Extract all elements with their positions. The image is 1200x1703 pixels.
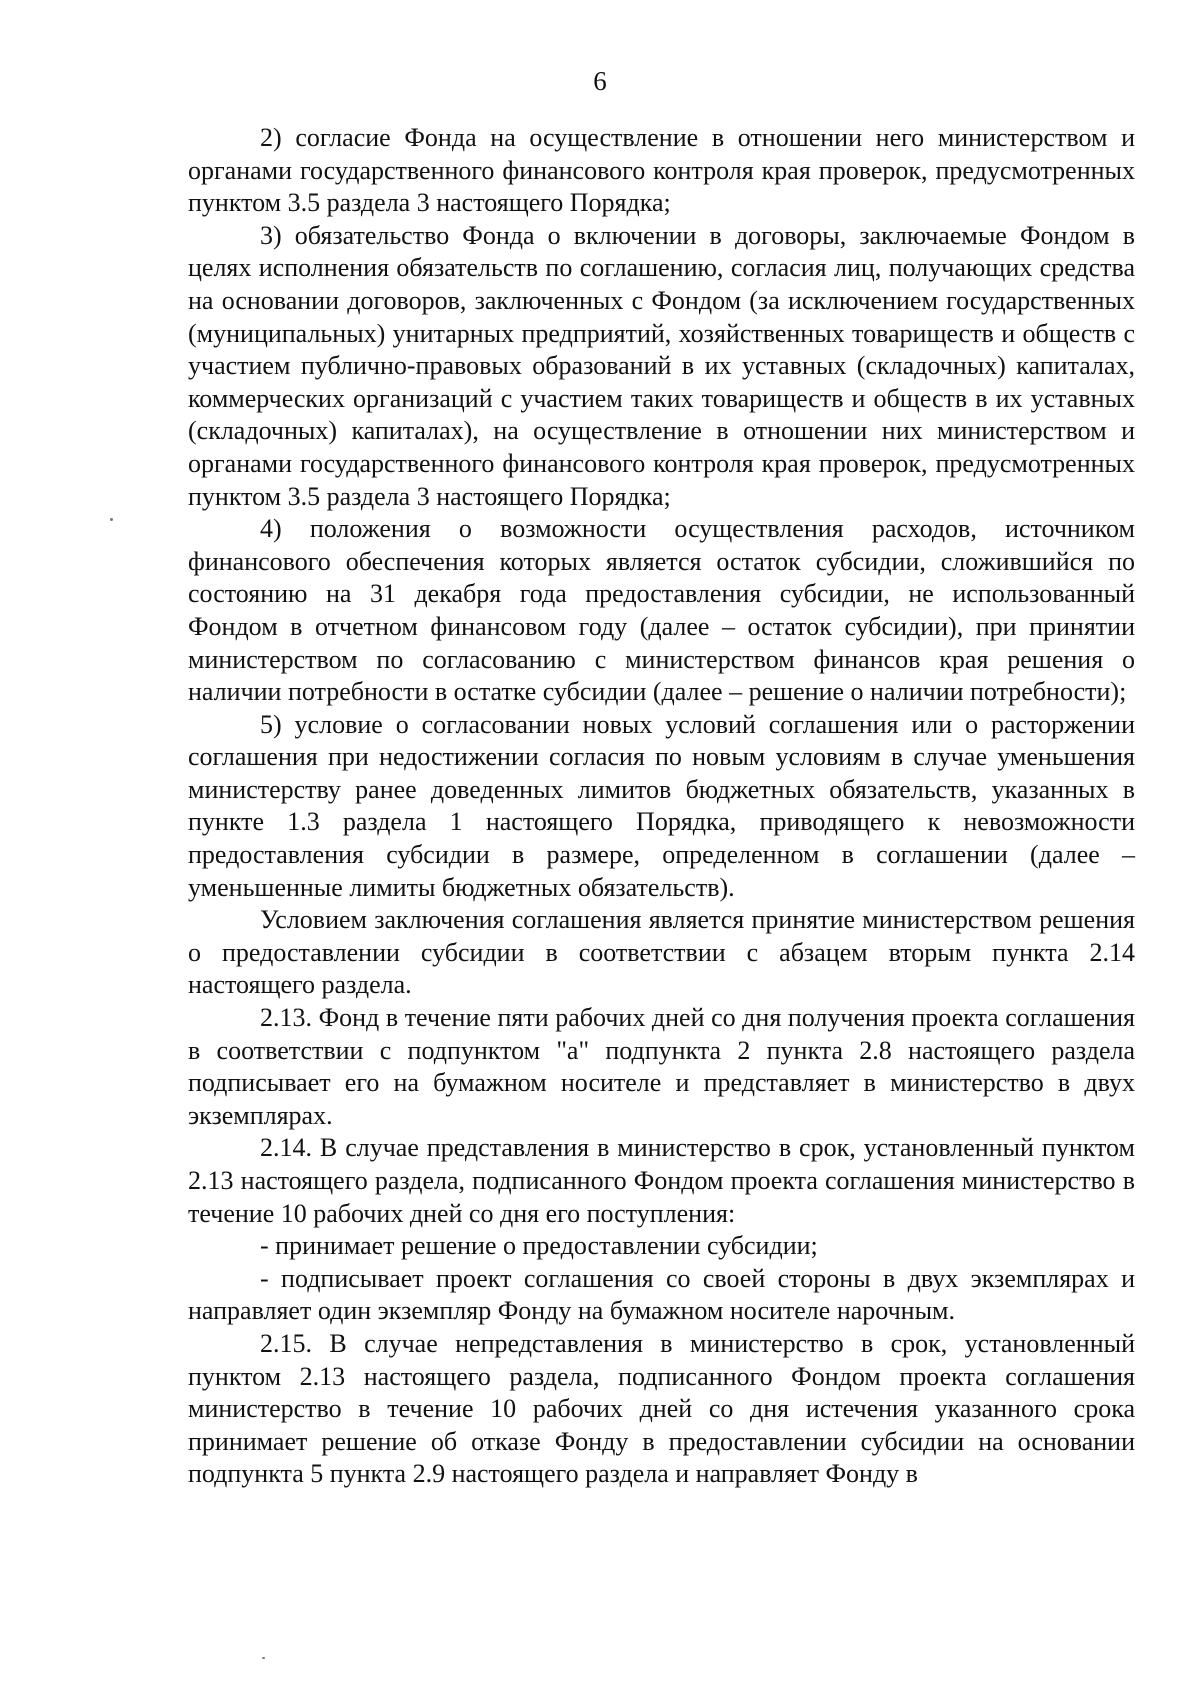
paragraph-clause-2-14: 2.14. В случае представления в министерство в срок, установленный пунктом 2.13 настоящего раздела, подписанного Фондом проекта соглашения министерство в течение 10 рабочих дней со дня его поступления: bbox=[188, 1133, 1135, 1228]
paragraph-agreement-condition: Условием заключения соглашения является принятие министерством решения о предоставлении субсидии в соответствии с абзацем вторым пункта 2.14 настоящего раздела. bbox=[188, 905, 1135, 1000]
paragraph-item-3: 3) обязательство Фонда о включении в договоры, заключаемые Фондом в целях исполнения обязательств по соглашению, согласия лиц, получающих средства на основании договоров, заключенных с Фондом (за исключением государственных (муниципальных) унитарных предприятий, хозяйственных товариществ и обществ с участием публично-правовых образований в их уставных (складочных) капиталах, коммерческих организаций с участием таких товариществ и обществ в их уставных (складочных) капиталах), на осуществление в отношении них министерством и органами государственного финансового контроля края проверок, предусмотренных пунктом 3.5 раздела 3 настоящего Порядка; bbox=[188, 220, 1135, 511]
paragraph-clause-2-13: 2.13. Фонд в течение пяти рабочих дней со дня получения проекта соглашения в соответствии с подпунктом "а" подпункта 2 пункта 2.8 настоящего раздела подписывает его на бумажном носителе и представляет в министерство в двух экземплярах. bbox=[188, 1003, 1135, 1130]
document-body bbox=[188, 122, 1135, 1491]
paragraph-dash-item-signing: - подписывает проект соглашения со своей стороны в двух экземплярах и направляет один экземпляр Фонду на бумажном носителе нарочным. bbox=[188, 1263, 1135, 1326]
paragraph-clause-2-15: 2.15. В случае непредставления в министерство в срок, установленный пунктом 2.13 настоящего раздела, подписанного Фондом проекта соглашения министерство в течение 10 рабочих дней со дня истечения указанного срока принимает решение об отказе Фонду в предоставлении субсидии на основании подпункта 5 пункта 2.9 настоящего раздела и направляет Фонду в bbox=[188, 1328, 1135, 1489]
page-number: 6 bbox=[593, 66, 607, 96]
scan-speck bbox=[110, 518, 113, 521]
scan-speck bbox=[262, 1657, 265, 1659]
paragraph-item-2: 2) согласие Фонда на осуществление в отношении него министерством и органами государственного финансового контроля края проверок, предусмотренных пунктом 3.5 раздела 3 настоящего Порядка; bbox=[188, 123, 1135, 218]
paragraph-dash-item-decision: - принимает решение о предоставлении субсидии; bbox=[260, 1231, 818, 1261]
paragraph-item-4: 4) положения о возможности осуществления расходов, источником финансового обеспечения которых является остаток субсидии, сложившийся по состоянию на 31 декабря года предоставления субсидии, не использованный Фондом в отчетном финансовом году (далее – остаток субсидии), при принятии министерством по согласованию с министерством финансов края решения о наличии потребности в остатке субсидии (далее – решение о наличии потребности); bbox=[188, 514, 1135, 707]
paragraph-item-5: 5) условие о согласовании новых условий соглашения или о расторжении соглашения при недостижении согласия по новым условиям в случае уменьшения министерству ранее доведенных лимитов бюджетных обязательств, указанных в пункте 1.3 раздела 1 настоящего Порядка, приводящего к невозможности предоставления субсидии в размере, определенном в соглашении (далее – уменьшенные лимиты бюджетных обязательств). bbox=[188, 709, 1135, 902]
